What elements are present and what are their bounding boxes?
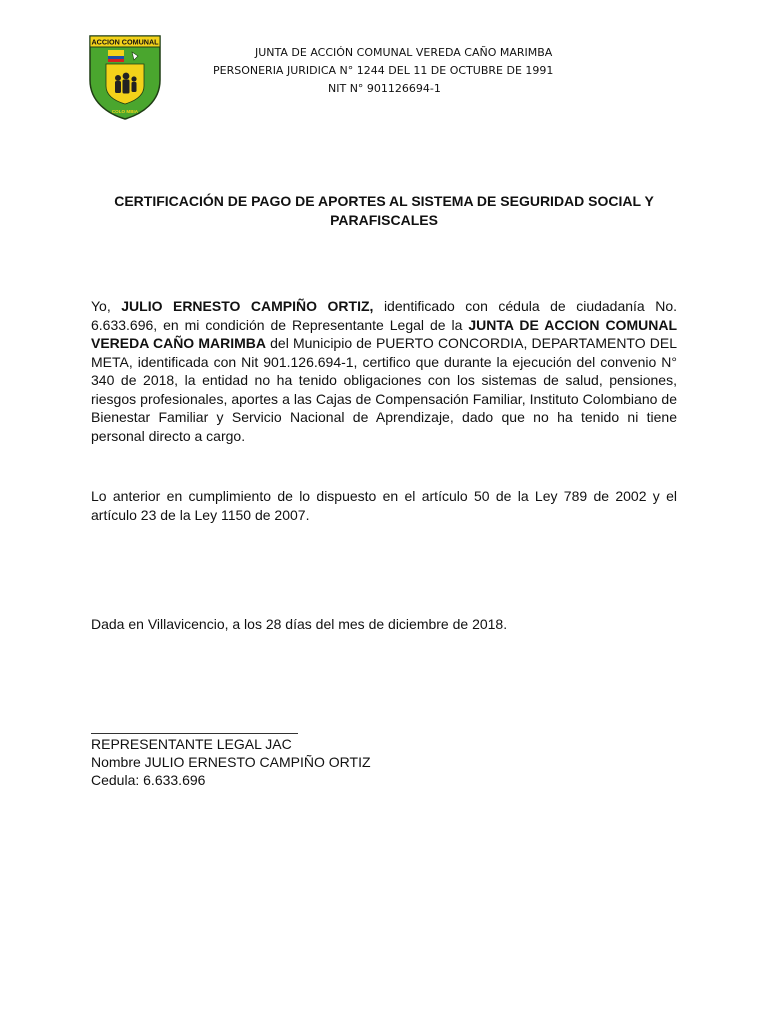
p1-intro: Yo, bbox=[91, 298, 122, 314]
p1-rest: del Municipio de PUERTO CONCORDIA, DEPARTAMENTO DEL META, identificada con Nit 901.126.694-1, certifico que durante la ejecución del convenio N° 340 de 2018, la entidad no ha tenido obligaciones con los sistemas de salud, pensiones, riesgos profesionales, aportes a las Cajas de Compensación Familiar, Instituto Colombiano de Bienestar Familiar y Servicio Nacional de Aprendizaje, dado que no ha tenido ni tiene personal directo a cargo. bbox=[91, 335, 678, 444]
title-line-1: CERTIFICACIÓN DE PAGO DE APORTES AL SISTEMA DE SEGURIDAD SOCIAL Y bbox=[114, 193, 654, 209]
document-title bbox=[88, 192, 680, 230]
organization-bold: JUNTA DE ACCION COMUNAL VEREDA CAÑO MARIMBA bbox=[91, 316, 677, 351]
shield-emblem-icon bbox=[88, 34, 162, 120]
date-place-paragraph: Dada en Villavicencio, a los 28 días del mes de diciembre de 2018. bbox=[91, 616, 508, 632]
signature-role: REPRESENTANTE LEGAL JAC bbox=[91, 736, 292, 752]
nit-number: NIT N° 901126694-1 bbox=[328, 82, 441, 95]
p1-text: identificado con cédula de ciudadanía No. 6.633.696, en mi condición de Representante Legal de la bbox=[91, 298, 678, 333]
organization-name: JUNTA DE ACCIÓN COMUNAL VEREDA CAÑO MARIMBA bbox=[255, 46, 553, 59]
signature-name: Nombre JULIO ERNESTO CAMPIÑO ORTIZ bbox=[91, 754, 371, 770]
accion-comunal-logo bbox=[88, 34, 162, 120]
logo-bottom-text: COLO MBIA bbox=[111, 109, 139, 114]
legal-registration: PERSONERIA JURIDICA N° 1244 DEL 11 DE OCTUBRE DE 1991 bbox=[213, 64, 554, 77]
signature-line bbox=[91, 733, 298, 734]
title-line-2: PARAFISCALES bbox=[330, 212, 438, 228]
certification-paragraph bbox=[91, 297, 677, 445]
signature-id: Cedula: 6.633.696 bbox=[91, 772, 206, 788]
representative-name: JULIO ERNESTO CAMPIÑO ORTIZ, bbox=[121, 298, 374, 314]
logo-top-text: ACCION COMUNAL bbox=[91, 37, 159, 47]
legal-basis-paragraph: Lo anterior en cumplimiento de lo dispuesto en el artículo 50 de la Ley 789 de 2002 y el artículo 23 de la Ley 1150 de 2007. bbox=[91, 488, 677, 523]
